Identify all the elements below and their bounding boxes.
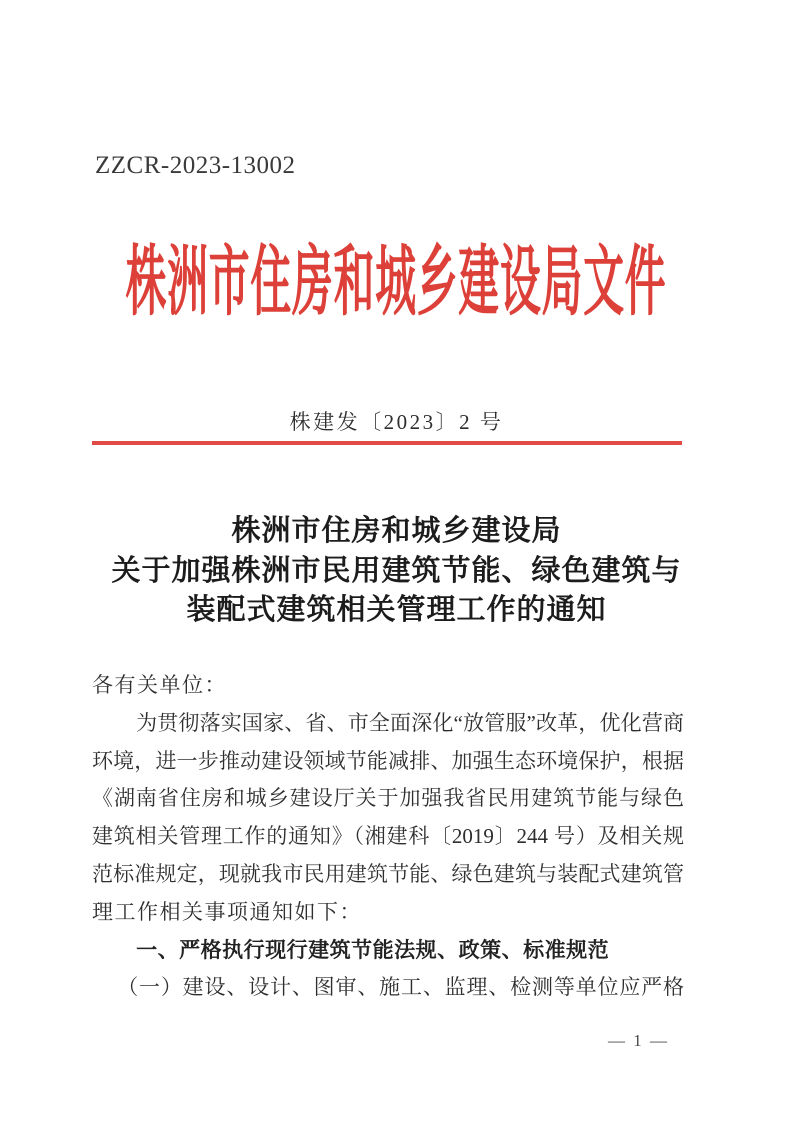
doc-reference-code: ZZCR-2023-13002 [95, 152, 296, 179]
body-line-5: 范标准规定，现就我市民用建筑节能、绿色建筑与装配式建筑管 [92, 861, 684, 886]
doc-number: 株建发〔2023〕2 号 [289, 410, 504, 434]
section-heading: 一、严格执行现行建筑节能法规、政策、标准规范 [136, 938, 610, 962]
notice-title-line-2: 关于加强株洲市民用建筑节能、绿色建筑与 [111, 554, 682, 587]
subsection-line: （一）建设、设计、图审、施工、监理、检测等单位应严格 [117, 975, 684, 1000]
body-line-1: 为贯彻落实国家、省、市全面深化“放管服”改革，优化营商 [136, 710, 684, 735]
agency-banner-text: 株洲市住房和城乡建设局文件 [126, 241, 667, 326]
body-line-2: 环境，进一步推动建设领域节能减排、加强生态环境保护，根据 [92, 748, 684, 773]
agency-red-banner [0, 241, 793, 326]
body-line-6: 理工作相关事项通知如下： [92, 899, 362, 924]
salutation: 各有关单位： [92, 673, 227, 697]
notice-title [0, 512, 793, 631]
red-separator-rule [92, 441, 682, 445]
page-number: — 1 — [608, 1031, 669, 1050]
body-line-4: 建筑相关管理工作的通知》（湘建科〔2019〕244 号）及相关规 [92, 824, 684, 849]
notice-title-line-1: 株洲市住房和城乡建设局 [231, 515, 562, 547]
document-body [92, 667, 684, 1007]
notice-title-line-3: 装配式建筑相关管理工作的通知 [186, 594, 607, 626]
body-line-3: 《湖南省住房和城乡建设厅关于加强我省民用建筑节能与绿色 [92, 786, 684, 811]
